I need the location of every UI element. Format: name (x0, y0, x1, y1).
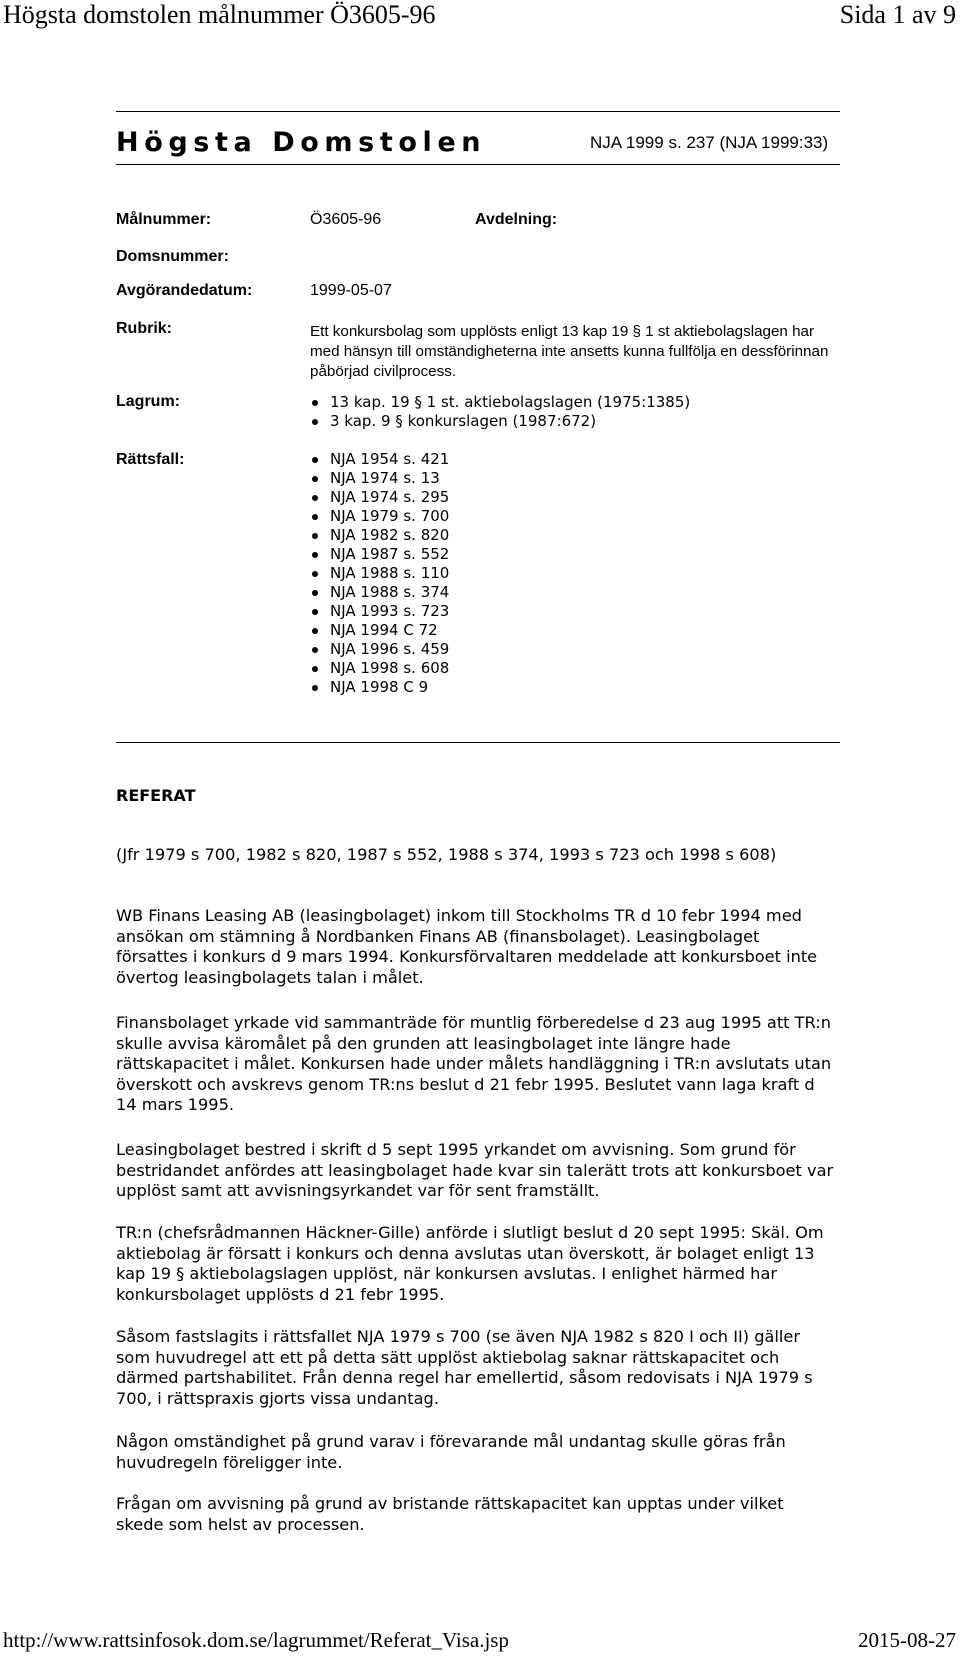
rattsfall-item: NJA 1996 s. 459 (310, 640, 449, 659)
referat-paragraph: Leasingbolaget bestred i skrift d 5 sept 1995 yrkandet om avvisning. Som grund för bestridandet anfördes att leasingbolaget hade kvar sin talerätt trots att konkursboet var upplöst samt att avvisningsyrkandet var för sent framställt. (116, 1140, 834, 1200)
domsnummer-label: Domsnummer: (116, 248, 229, 265)
print-footer-url: http://www.rattsinfosok.dom.se/lagrummet/Referat_Visa.jsp (3, 1628, 509, 1652)
referat-paragraph: TR:n (chefsrådmannen Häckner-Gille) anförde i slutligt beslut d 20 sept 1995: Skäl. Om aktiebolag är försatt i konkurs och denna avslutas utan överskott, är bolaget enligt 13 kap 19 § aktiebolagslagen upplöst, när konkursen avslutas. I enlighet härmed har konkursbolaget upplösts d 21 febr 1995. (116, 1223, 824, 1304)
rattsfall-item: NJA 1974 s. 295 (310, 488, 449, 507)
top-rule (116, 111, 840, 112)
malnummer-label: Målnummer: (116, 211, 212, 228)
rattsfall-item: NJA 1988 s. 110 (310, 564, 449, 583)
court-title: Högsta Domstolen (116, 127, 487, 158)
rattsfall-item: NJA 1998 C 9 (310, 678, 449, 697)
rubrik-label: Rubrik: (116, 320, 172, 337)
rattsfall-item: NJA 1987 s. 552 (310, 545, 449, 564)
referat-paragraph: Såsom fastslagits i rättsfallet NJA 1979 s 700 (se även NJA 1982 s 820 I och II) gäller som huvudregel att ett på detta sätt upplöst aktiebolag saknar rättskapacitet och därmed partshabilitet. Från denna regel har emellertid, såsom redovisats i NJA 1979 s 700, i rättspraxis gjorts vissa undantag. (116, 1327, 813, 1408)
referat-paragraph: Frågan om avvisning på grund av bristande rättskapacitet kan upptas under vilket skede som helst av processen. (116, 1494, 784, 1534)
avgorandedatum-value: 1999-05-07 (310, 282, 392, 299)
rattsfall-item: NJA 1979 s. 700 (310, 507, 449, 526)
referat-paragraph: WB Finans Leasing AB (leasingbolaget) inkom till Stockholms TR d 10 febr 1994 med ansökan om stämning å Nordbanken Finans AB (finansbolaget). Leasingbolaget försattes i konkurs d 9 mars 1994. Konkursförvaltaren meddelade att konkursboet inte övertog leasingbolagets talan i målet. (116, 906, 818, 987)
lagrum-label: Lagrum: (116, 393, 180, 410)
lagrum-item: 13 kap. 19 § 1 st. aktiebolagslagen (1975:1385) (310, 393, 690, 412)
rattsfall-list (310, 450, 449, 697)
rattsfall-item: NJA 1954 s. 421 (310, 450, 449, 469)
rattsfall-item: NJA 1998 s. 608 (310, 659, 449, 678)
referat-paragraph: Någon omständighet på grund varav i förevarande mål undantag skulle göras från huvudregeln föreligger inte. (116, 1432, 786, 1472)
rattsfall-item: NJA 1982 s. 820 (310, 526, 449, 545)
case-reference: NJA 1999 s. 237 (NJA 1999:33) (590, 133, 829, 152)
referat-paragraph: (Jfr 1979 s 700, 1982 s 820, 1987 s 552, 1988 s 374, 1993 s 723 och 1998 s 608) (116, 845, 777, 864)
rattsfall-item: NJA 1994 C 72 (310, 621, 449, 640)
print-footer-date: 2015-08-27 (858, 1628, 956, 1652)
referat-paragraph: Finansbolaget yrkade vid sammanträde för muntlig förberedelse d 23 aug 1995 att TR:n skulle avvisa käromålet på den grunden att leasingbolaget inte längre hade rättskapacitet i målet. Konkursen hade under målets handläggning i TR:n avslutats utan överskott och avskrevs genom TR:ns beslut d 21 febr 1995. Beslutet vann laga kraft d 14 mars 1995. (116, 1013, 832, 1114)
print-header-page-number: Sida 1 av 9 (839, 0, 956, 29)
lagrum-list (310, 393, 690, 431)
section-rule (116, 742, 840, 743)
rattsfall-item: NJA 1993 s. 723 (310, 602, 449, 621)
print-header-title: Högsta domstolen målnummer Ö3605-96 (3, 0, 436, 29)
header-bottom-rule (116, 164, 840, 165)
malnummer-value: Ö3605-96 (310, 211, 382, 228)
rubrik-text: Ett konkursbolag som upplösts enligt 13 kap 19 § 1 st aktiebolagslagen har med hänsyn till omständigheterna inte ansetts kunna fullfölja en dessförinnan påbörjad civilprocess. (310, 323, 829, 380)
avdelning-label: Avdelning: (475, 211, 558, 228)
referat-heading: REFERAT (116, 786, 196, 805)
rattsfall-item: NJA 1988 s. 374 (310, 583, 449, 602)
rattsfall-item: NJA 1974 s. 13 (310, 469, 449, 488)
rattsfall-label: Rättsfall: (116, 451, 185, 468)
lagrum-item: 3 kap. 9 § konkurslagen (1987:672) (310, 412, 690, 431)
avgorandedatum-label: Avgörandedatum: (116, 282, 253, 299)
